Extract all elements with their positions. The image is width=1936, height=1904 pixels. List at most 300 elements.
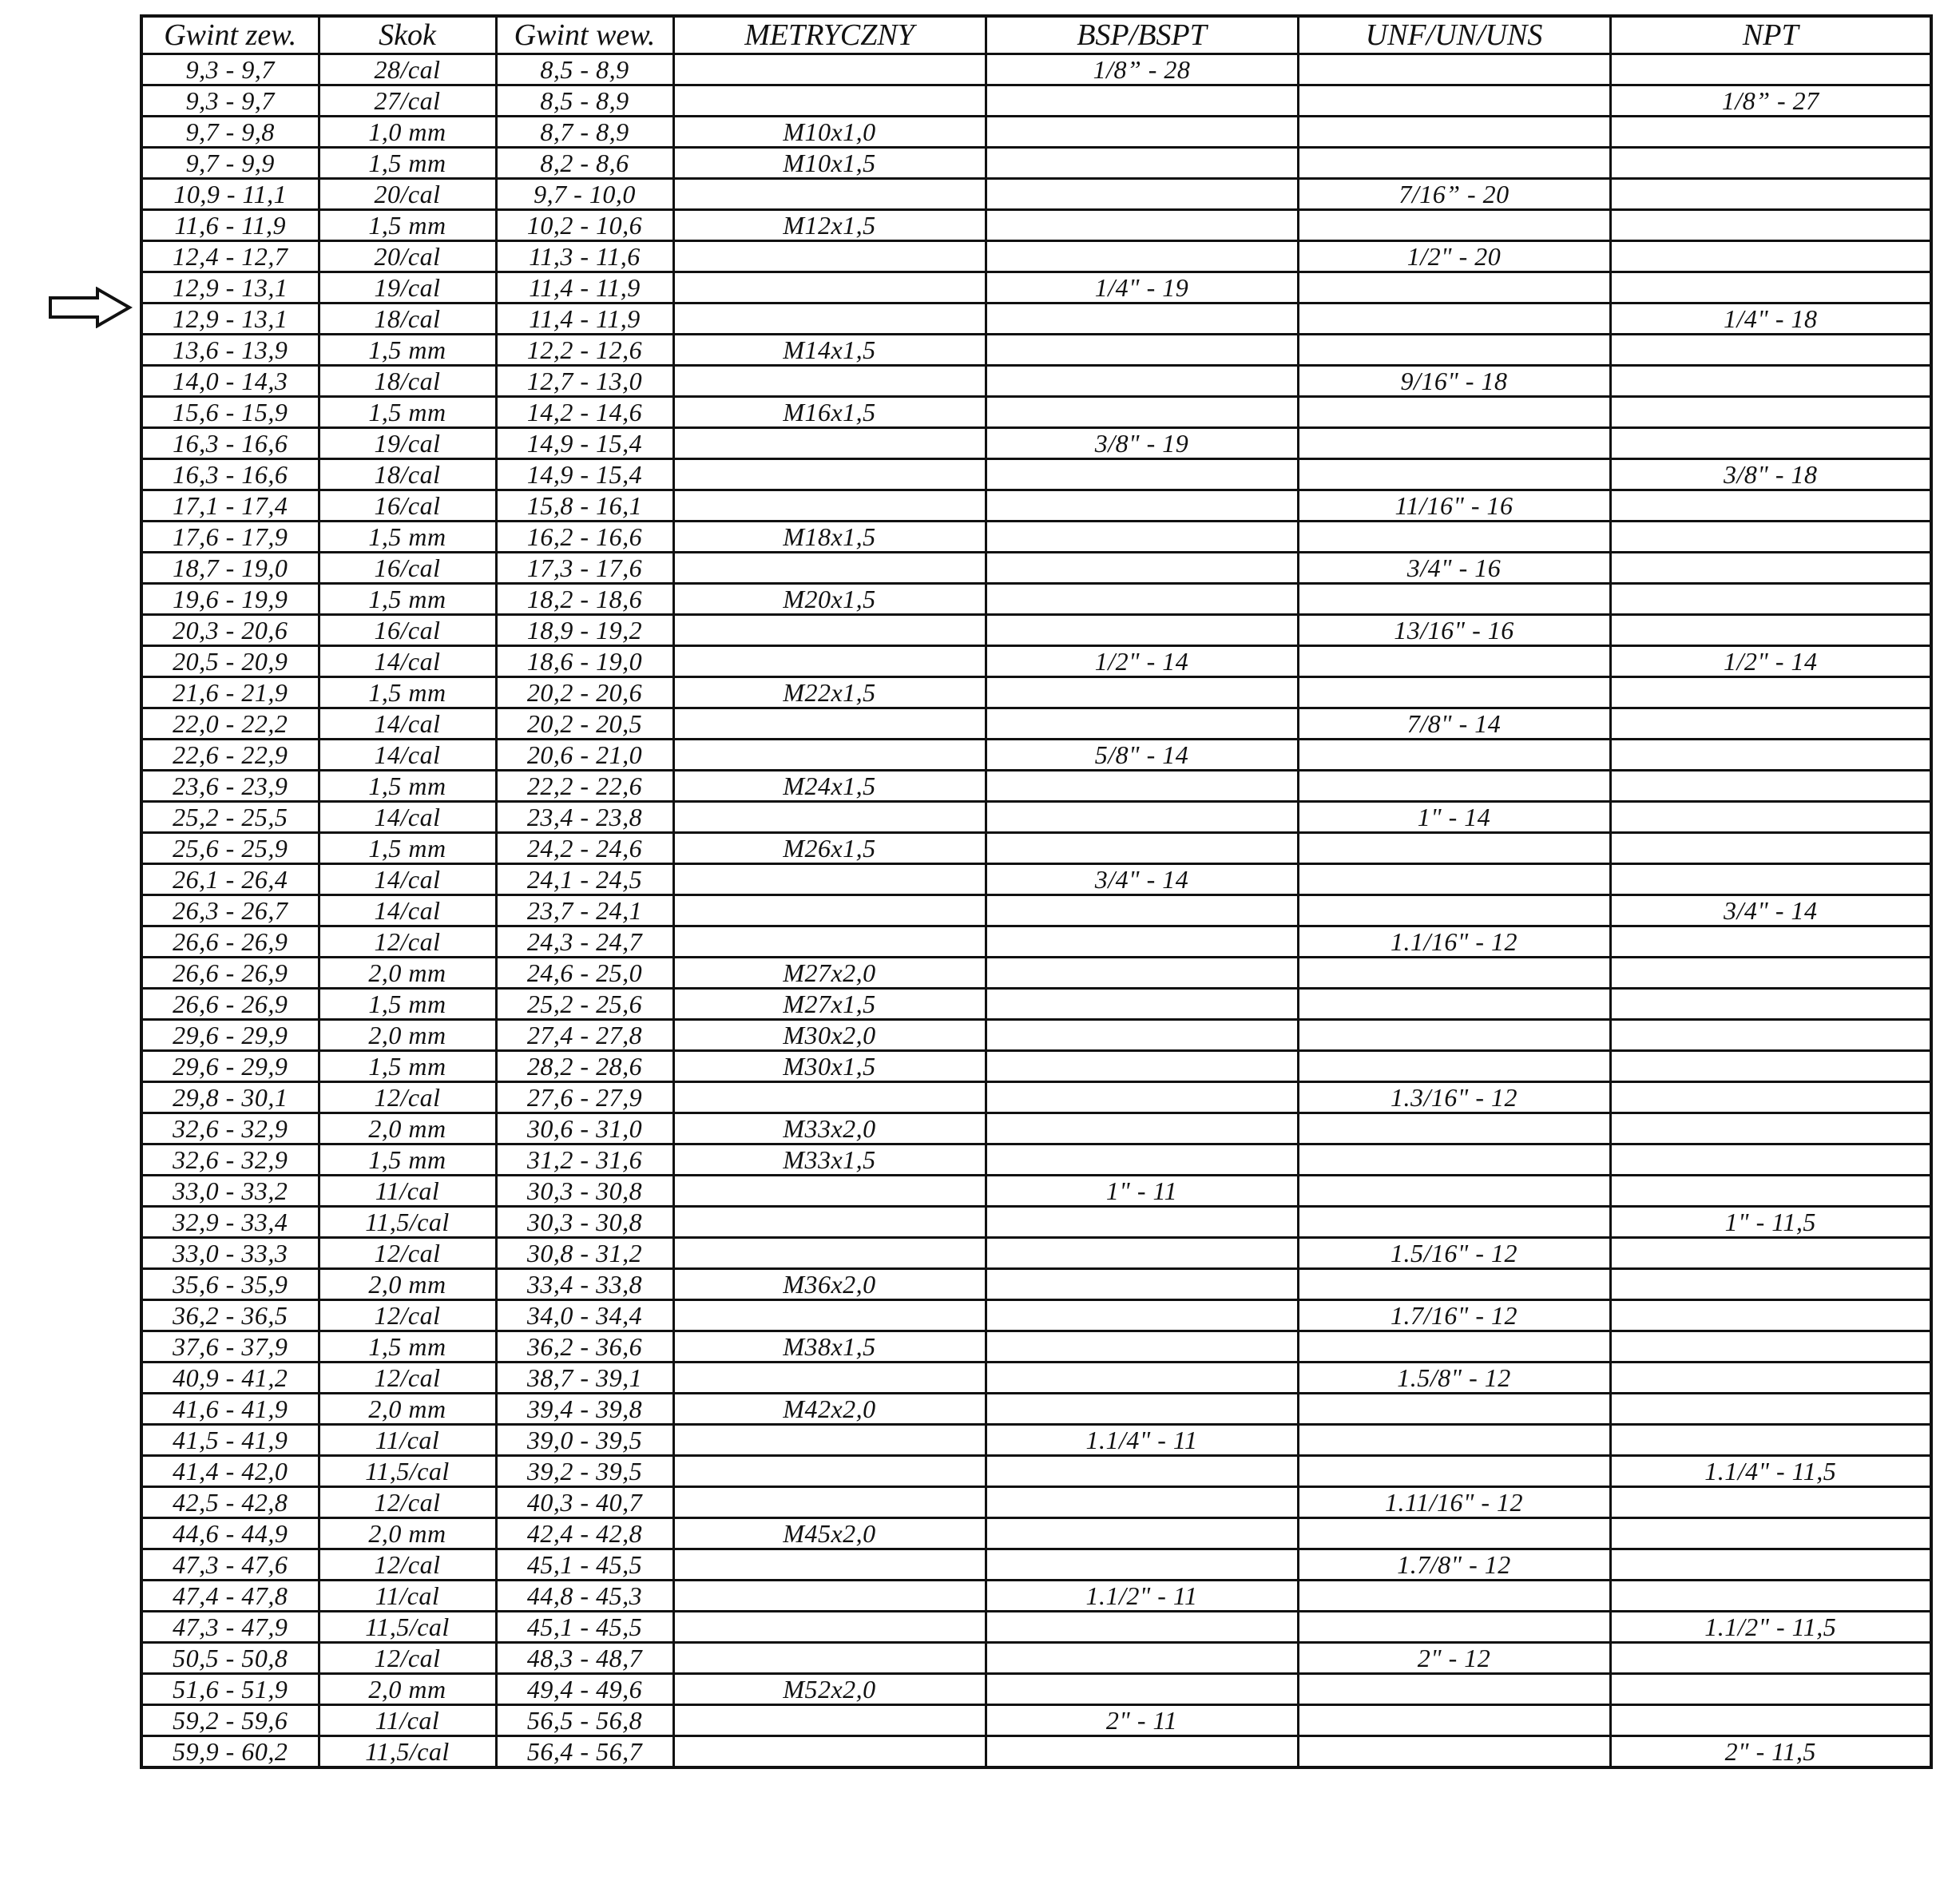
cell-gwint-zew: 22,6 - 22,9 [141,740,319,771]
cell-unf-un-uns: 3/4" - 16 [1298,553,1610,584]
table-row [141,1051,1931,1082]
cell-bsp-bspt: 2" - 11 [986,1705,1298,1736]
cell-unf-un-uns [1298,1113,1610,1144]
table-row [141,366,1931,397]
cell-gwint-zew: 59,2 - 59,6 [141,1705,319,1736]
cell-gwint-zew: 29,6 - 29,9 [141,1020,319,1051]
cell-skok: 1,5 mm [319,1331,496,1363]
cell-unf-un-uns [1298,1020,1610,1051]
cell-gwint-wew: 36,2 - 36,6 [496,1331,673,1363]
cell-unf-un-uns: 7/16” - 20 [1298,179,1610,210]
cell-npt [1610,1425,1931,1456]
cell-metryczny: M27x2,0 [673,958,986,989]
cell-skok: 14/cal [319,864,496,895]
cell-bsp-bspt [986,802,1298,833]
cell-npt [1610,397,1931,428]
cell-gwint-wew: 34,0 - 34,4 [496,1300,673,1331]
cell-gwint-zew: 9,3 - 9,7 [141,54,319,85]
cell-metryczny [673,366,986,397]
cell-gwint-zew: 12,9 - 13,1 [141,303,319,335]
cell-skok: 12/cal [319,1363,496,1394]
right-arrow-icon [48,287,133,328]
cell-skok: 19/cal [319,272,496,303]
cell-npt [1610,1051,1931,1082]
cell-gwint-wew: 11,4 - 11,9 [496,272,673,303]
cell-gwint-zew: 32,6 - 32,9 [141,1113,319,1144]
cell-metryczny [673,802,986,833]
cell-metryczny: M10x1,5 [673,148,986,179]
cell-unf-un-uns [1298,740,1610,771]
cell-skok: 16/cal [319,615,496,646]
cell-skok: 11/cal [319,1581,496,1612]
cell-npt [1610,272,1931,303]
cell-npt [1610,833,1931,864]
cell-unf-un-uns [1298,85,1610,117]
cell-unf-un-uns: 1.1/16" - 12 [1298,926,1610,958]
cell-unf-un-uns [1298,1736,1610,1768]
cell-gwint-wew: 27,4 - 27,8 [496,1020,673,1051]
cell-skok: 2,0 mm [319,1674,496,1705]
cell-gwint-wew: 16,2 - 16,6 [496,522,673,553]
cell-unf-un-uns [1298,210,1610,241]
header-gwint-zew: Gwint zew. [141,16,319,54]
cell-skok: 11/cal [319,1176,496,1207]
cell-unf-un-uns [1298,397,1610,428]
cell-skok: 14/cal [319,708,496,740]
cell-skok: 12/cal [319,1549,496,1581]
cell-gwint-wew: 30,3 - 30,8 [496,1207,673,1238]
cell-skok: 20/cal [319,241,496,272]
cell-npt [1610,1581,1931,1612]
cell-metryczny: M18x1,5 [673,522,986,553]
cell-unf-un-uns [1298,1518,1610,1549]
cell-skok: 1,5 mm [319,584,496,615]
cell-gwint-zew: 37,6 - 37,9 [141,1331,319,1363]
cell-bsp-bspt [986,1300,1298,1331]
table-row [141,1581,1931,1612]
cell-bsp-bspt [986,117,1298,148]
table-row [141,428,1931,459]
cell-metryczny [673,1736,986,1768]
cell-gwint-zew: 16,3 - 16,6 [141,428,319,459]
cell-bsp-bspt [986,1363,1298,1394]
cell-unf-un-uns: 1.5/8" - 12 [1298,1363,1610,1394]
cell-metryczny: M24x1,5 [673,771,986,802]
cell-unf-un-uns [1298,1425,1610,1456]
cell-gwint-wew: 30,8 - 31,2 [496,1238,673,1269]
cell-unf-un-uns [1298,646,1610,677]
cell-unf-un-uns: 2" - 12 [1298,1643,1610,1674]
cell-unf-un-uns [1298,677,1610,708]
cell-bsp-bspt [986,1456,1298,1487]
cell-bsp-bspt [986,366,1298,397]
cell-skok: 1,5 mm [319,397,496,428]
cell-bsp-bspt [986,397,1298,428]
cell-unf-un-uns [1298,428,1610,459]
cell-metryczny: M27x1,5 [673,989,986,1020]
cell-gwint-wew: 24,2 - 24,6 [496,833,673,864]
cell-bsp-bspt [986,1020,1298,1051]
cell-bsp-bspt [986,895,1298,926]
cell-unf-un-uns [1298,584,1610,615]
cell-skok: 14/cal [319,802,496,833]
cell-npt [1610,740,1931,771]
cell-gwint-wew: 39,4 - 39,8 [496,1394,673,1425]
cell-skok: 11,5/cal [319,1456,496,1487]
cell-gwint-zew: 20,3 - 20,6 [141,615,319,646]
cell-gwint-zew: 36,2 - 36,5 [141,1300,319,1331]
cell-skok: 12/cal [319,926,496,958]
cell-unf-un-uns: 1.11/16" - 12 [1298,1487,1610,1518]
table-row [141,54,1931,85]
cell-skok: 11,5/cal [319,1207,496,1238]
cell-gwint-zew: 10,9 - 11,1 [141,179,319,210]
cell-npt [1610,335,1931,366]
cell-npt [1610,1082,1931,1113]
cell-bsp-bspt [986,1487,1298,1518]
cell-bsp-bspt [986,1269,1298,1300]
cell-bsp-bspt [986,1051,1298,1082]
cell-gwint-wew: 11,4 - 11,9 [496,303,673,335]
cell-npt [1610,1705,1931,1736]
cell-unf-un-uns: 1.5/16" - 12 [1298,1238,1610,1269]
cell-npt [1610,428,1931,459]
cell-skok: 1,5 mm [319,677,496,708]
cell-gwint-zew: 41,5 - 41,9 [141,1425,319,1456]
cell-npt [1610,1144,1931,1176]
table-row [141,740,1931,771]
cell-skok: 2,0 mm [319,1518,496,1549]
cell-metryczny: M38x1,5 [673,1331,986,1363]
table-row [141,989,1931,1020]
cell-metryczny [673,85,986,117]
cell-gwint-zew: 41,6 - 41,9 [141,1394,319,1425]
cell-gwint-zew: 9,7 - 9,9 [141,148,319,179]
cell-bsp-bspt [986,989,1298,1020]
cell-unf-un-uns: 11/16" - 16 [1298,490,1610,522]
table-header-row [141,16,1931,54]
table-row [141,490,1931,522]
cell-skok: 1,5 mm [319,210,496,241]
cell-npt: 1/2" - 14 [1610,646,1931,677]
cell-gwint-zew: 21,6 - 21,9 [141,677,319,708]
cell-unf-un-uns [1298,833,1610,864]
cell-metryczny [673,708,986,740]
cell-skok: 12/cal [319,1643,496,1674]
cell-gwint-zew: 44,6 - 44,9 [141,1518,319,1549]
cell-gwint-wew: 28,2 - 28,6 [496,1051,673,1082]
cell-skok: 20/cal [319,179,496,210]
cell-bsp-bspt [986,1674,1298,1705]
cell-bsp-bspt [986,615,1298,646]
cell-gwint-wew: 23,7 - 24,1 [496,895,673,926]
cell-gwint-wew: 20,6 - 21,0 [496,740,673,771]
table-row [141,210,1931,241]
table-row [141,708,1931,740]
table-row [141,677,1931,708]
cell-npt: 1" - 11,5 [1610,1207,1931,1238]
cell-gwint-wew: 27,6 - 27,9 [496,1082,673,1113]
table-row [141,1736,1931,1768]
table-row [141,615,1931,646]
cell-metryczny [673,1456,986,1487]
cell-bsp-bspt [986,335,1298,366]
table-row [141,241,1931,272]
cell-unf-un-uns [1298,1456,1610,1487]
cell-gwint-zew: 32,6 - 32,9 [141,1144,319,1176]
table-row [141,1082,1931,1113]
cell-gwint-zew: 26,1 - 26,4 [141,864,319,895]
cell-gwint-zew: 12,4 - 12,7 [141,241,319,272]
cell-npt: 1/4" - 18 [1610,303,1931,335]
cell-bsp-bspt [986,1207,1298,1238]
cell-bsp-bspt: 1/4" - 19 [986,272,1298,303]
cell-bsp-bspt [986,522,1298,553]
cell-skok: 2,0 mm [319,1269,496,1300]
cell-npt [1610,179,1931,210]
table-row [141,802,1931,833]
table-row [141,833,1931,864]
cell-skok: 1,5 mm [319,148,496,179]
cell-gwint-wew: 45,1 - 45,5 [496,1549,673,1581]
cell-gwint-wew: 25,2 - 25,6 [496,989,673,1020]
cell-gwint-zew: 29,8 - 30,1 [141,1082,319,1113]
cell-gwint-wew: 39,2 - 39,5 [496,1456,673,1487]
cell-npt [1610,1020,1931,1051]
cell-gwint-zew: 22,0 - 22,2 [141,708,319,740]
cell-npt [1610,771,1931,802]
cell-gwint-zew: 35,6 - 35,9 [141,1269,319,1300]
cell-skok: 16/cal [319,553,496,584]
cell-bsp-bspt [986,1082,1298,1113]
header-npt: NPT [1610,16,1931,54]
cell-npt [1610,54,1931,85]
cell-bsp-bspt: 1/8” - 28 [986,54,1298,85]
table-body [141,54,1931,1768]
cell-gwint-wew: 42,4 - 42,8 [496,1518,673,1549]
cell-npt [1610,1331,1931,1363]
header-bsp-bspt: BSP/BSPT [986,16,1298,54]
cell-gwint-wew: 23,4 - 23,8 [496,802,673,833]
cell-unf-un-uns [1298,1612,1610,1643]
cell-gwint-zew: 15,6 - 15,9 [141,397,319,428]
cell-skok: 18/cal [319,303,496,335]
cell-gwint-zew: 17,6 - 17,9 [141,522,319,553]
cell-gwint-wew: 8,5 - 8,9 [496,85,673,117]
cell-metryczny [673,1643,986,1674]
table-row [141,303,1931,335]
cell-gwint-zew: 14,0 - 14,3 [141,366,319,397]
table-row [141,1643,1931,1674]
cell-bsp-bspt [986,1331,1298,1363]
cell-npt: 1/8” - 27 [1610,85,1931,117]
cell-gwint-wew: 15,8 - 16,1 [496,490,673,522]
cell-metryczny [673,1363,986,1394]
cell-skok: 12/cal [319,1300,496,1331]
cell-skok: 19/cal [319,428,496,459]
cell-skok: 1,5 mm [319,771,496,802]
cell-gwint-wew: 17,3 - 17,6 [496,553,673,584]
table-row [141,1518,1931,1549]
table-row [141,1269,1931,1300]
cell-gwint-zew: 47,4 - 47,8 [141,1581,319,1612]
cell-unf-un-uns: 7/8" - 14 [1298,708,1610,740]
cell-unf-un-uns: 1.7/16" - 12 [1298,1300,1610,1331]
header-skok: Skok [319,16,496,54]
cell-skok: 28/cal [319,54,496,85]
cell-unf-un-uns [1298,1674,1610,1705]
table-row [141,584,1931,615]
cell-gwint-wew: 9,7 - 10,0 [496,179,673,210]
cell-npt [1610,1549,1931,1581]
cell-skok: 1,5 mm [319,833,496,864]
cell-npt [1610,1394,1931,1425]
table-row [141,1456,1931,1487]
cell-skok: 11/cal [319,1425,496,1456]
cell-npt [1610,677,1931,708]
cell-gwint-wew: 12,2 - 12,6 [496,335,673,366]
cell-unf-un-uns [1298,1581,1610,1612]
cell-npt [1610,615,1931,646]
cell-gwint-zew: 42,5 - 42,8 [141,1487,319,1518]
table-row [141,272,1931,303]
cell-bsp-bspt: 5/8" - 14 [986,740,1298,771]
cell-metryczny [673,241,986,272]
header-unf-un-uns: UNF/UN/UNS [1298,16,1610,54]
table-row [141,1144,1931,1176]
cell-gwint-zew: 41,4 - 42,0 [141,1456,319,1487]
cell-metryczny: M33x1,5 [673,1144,986,1176]
cell-gwint-zew: 23,6 - 23,9 [141,771,319,802]
cell-gwint-zew: 29,6 - 29,9 [141,1051,319,1082]
table-row [141,1207,1931,1238]
table-row [141,1020,1931,1051]
cell-npt [1610,584,1931,615]
cell-npt: 1.1/4" - 11,5 [1610,1456,1931,1487]
cell-gwint-zew: 47,3 - 47,6 [141,1549,319,1581]
table-row [141,1331,1931,1363]
cell-metryczny [673,864,986,895]
cell-gwint-zew: 26,3 - 26,7 [141,895,319,926]
cell-gwint-zew: 25,2 - 25,5 [141,802,319,833]
cell-metryczny [673,272,986,303]
cell-skok: 2,0 mm [319,1113,496,1144]
cell-unf-un-uns [1298,1705,1610,1736]
cell-gwint-wew: 8,5 - 8,9 [496,54,673,85]
table-row [141,117,1931,148]
cell-npt [1610,864,1931,895]
table-row [141,1487,1931,1518]
cell-bsp-bspt [986,1643,1298,1674]
cell-gwint-wew: 30,3 - 30,8 [496,1176,673,1207]
cell-skok: 12/cal [319,1238,496,1269]
cell-bsp-bspt: 3/8" - 19 [986,428,1298,459]
cell-skok: 2,0 mm [319,1394,496,1425]
cell-bsp-bspt [986,1394,1298,1425]
cell-bsp-bspt [986,926,1298,958]
cell-metryczny: M30x2,0 [673,1020,986,1051]
cell-unf-un-uns [1298,864,1610,895]
cell-gwint-wew: 14,9 - 15,4 [496,459,673,490]
cell-gwint-wew: 44,8 - 45,3 [496,1581,673,1612]
cell-skok: 27/cal [319,85,496,117]
cell-gwint-wew: 33,4 - 33,8 [496,1269,673,1300]
table-row [141,895,1931,926]
cell-bsp-bspt [986,833,1298,864]
cell-unf-un-uns [1298,771,1610,802]
cell-npt: 3/4" - 14 [1610,895,1931,926]
cell-gwint-wew: 24,1 - 24,5 [496,864,673,895]
cell-metryczny [673,428,986,459]
cell-bsp-bspt [986,490,1298,522]
cell-metryczny [673,740,986,771]
cell-gwint-wew: 12,7 - 13,0 [496,366,673,397]
cell-metryczny: M30x1,5 [673,1051,986,1082]
cell-gwint-zew: 20,5 - 20,9 [141,646,319,677]
cell-metryczny: M45x2,0 [673,1518,986,1549]
table-row [141,864,1931,895]
cell-bsp-bspt [986,1518,1298,1549]
cell-gwint-zew: 33,0 - 33,3 [141,1238,319,1269]
table-row [141,1425,1931,1456]
table-row [141,1363,1931,1394]
cell-gwint-wew: 40,3 - 40,7 [496,1487,673,1518]
cell-skok: 14/cal [319,646,496,677]
cell-bsp-bspt: 1.1/4" - 11 [986,1425,1298,1456]
cell-gwint-zew: 47,3 - 47,9 [141,1612,319,1643]
cell-metryczny: M42x2,0 [673,1394,986,1425]
cell-skok: 2,0 mm [319,1020,496,1051]
cell-npt [1610,708,1931,740]
cell-bsp-bspt [986,958,1298,989]
cell-bsp-bspt [986,241,1298,272]
cell-metryczny [673,1487,986,1518]
cell-npt [1610,1113,1931,1144]
cell-gwint-zew: 12,9 - 13,1 [141,272,319,303]
cell-gwint-zew: 51,6 - 51,9 [141,1674,319,1705]
cell-npt [1610,522,1931,553]
cell-gwint-zew: 9,7 - 9,8 [141,117,319,148]
cell-skok: 1,5 mm [319,1051,496,1082]
cell-unf-un-uns: 1/2" - 20 [1298,241,1610,272]
cell-unf-un-uns: 13/16" - 16 [1298,615,1610,646]
cell-metryczny [673,1612,986,1643]
cell-gwint-zew: 26,6 - 26,9 [141,958,319,989]
header-metryczny: METRYCZNY [673,16,986,54]
cell-npt: 1.1/2" - 11,5 [1610,1612,1931,1643]
table-row [141,1612,1931,1643]
cell-unf-un-uns [1298,522,1610,553]
cell-gwint-zew: 40,9 - 41,2 [141,1363,319,1394]
cell-bsp-bspt [986,148,1298,179]
cell-npt [1610,1300,1931,1331]
cell-metryczny [673,1238,986,1269]
cell-metryczny [673,553,986,584]
cell-metryczny: M52x2,0 [673,1674,986,1705]
table-row [141,646,1931,677]
cell-skok: 2,0 mm [319,958,496,989]
cell-unf-un-uns [1298,1269,1610,1300]
cell-metryczny [673,459,986,490]
cell-bsp-bspt: 1" - 11 [986,1176,1298,1207]
cell-bsp-bspt [986,1144,1298,1176]
cell-bsp-bspt [986,85,1298,117]
cell-npt [1610,117,1931,148]
cell-gwint-wew: 10,2 - 10,6 [496,210,673,241]
table-row [141,1394,1931,1425]
cell-gwint-wew: 18,9 - 19,2 [496,615,673,646]
cell-skok: 16/cal [319,490,496,522]
